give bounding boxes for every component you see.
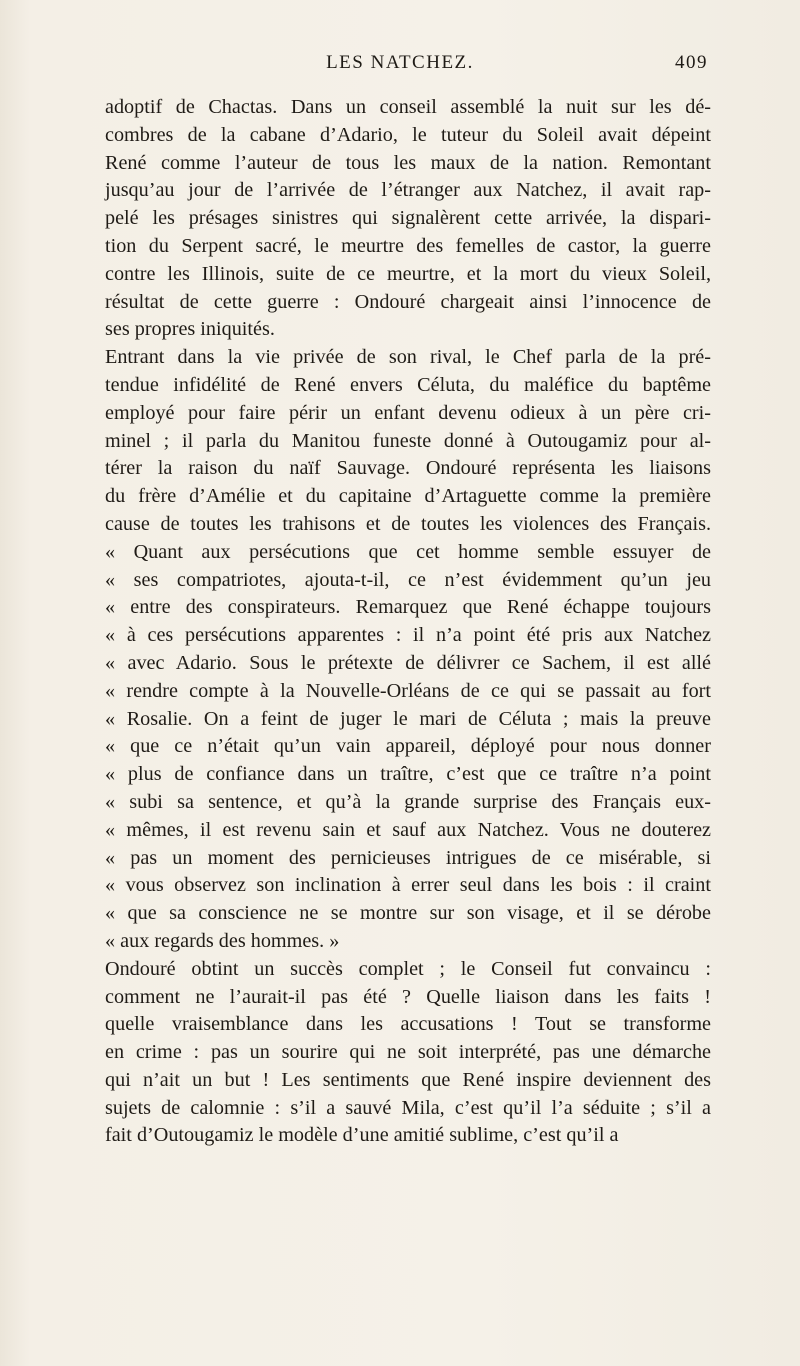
text-line: « que sa conscience ne se montre sur son visage, et il se dérobe (105, 902, 711, 925)
text-line: employé pour faire périr un enfant devenu odieux à un père cri- (105, 401, 711, 424)
text-line: René comme l’auteur de tous les maux de la nation. Remontant (105, 151, 711, 174)
text-line: « entre des conspirateurs. Remarquez que René échappe toujours (105, 596, 711, 619)
text-line: « rendre compte à la Nouvelle-Orléans de ce qui se passait au fort (105, 679, 711, 702)
text-line: « ses compatriotes, ajouta-t-il, ce n’est évidemment qu’un jeu (105, 568, 711, 591)
body-text (105, 94, 711, 1150)
text-line: contre les Illinois, suite de ce meurtre, et la mort du vieux Soleil, (105, 262, 711, 285)
text-line: du frère d’Amélie et du capitaine d’Artaguette comme la première (105, 485, 711, 508)
text-line: minel ; il parla du Manitou funeste donné à Outougamiz pour al- (105, 429, 711, 452)
text-line: Ondouré obtint un succès complet ; le Conseil fut convaincu : (105, 957, 711, 980)
paragraph-1 (105, 94, 711, 344)
text-line: tion du Serpent sacré, le meurtre des femelles de castor, la guerre (105, 234, 711, 257)
text-line: « mêmes, il est revenu sain et sauf aux Natchez. Vous ne douterez (105, 818, 711, 841)
text-line: tendue infidélité de René envers Céluta, du maléfice du baptême (105, 373, 711, 396)
text-line: « avec Adario. Sous le prétexte de délivrer ce Sachem, il est allé (105, 651, 711, 674)
text-line: « aux regards des hommes. » (105, 929, 340, 952)
page-number: 409 (675, 52, 708, 73)
paragraph-2 (105, 344, 711, 956)
text-line: « plus de confiance dans un traître, c’est que ce traître n’a point (105, 763, 711, 786)
text-line: qui n’ait un but ! Les sentiments que René inspire deviennent des (105, 1068, 711, 1091)
text-line: cause de toutes les trahisons et de toutes les violences des Français. (105, 512, 711, 535)
text-line: comment ne l’aurait-il pas été ? Quelle liaison dans les faits ! (105, 985, 711, 1008)
text-line: « que ce n’était qu’un vain appareil, déployé pour nous donner (105, 735, 711, 758)
text-line: « Rosalie. On a feint de juger le mari de Céluta ; mais la preuve (105, 707, 711, 730)
text-line: « à ces persécutions apparentes : il n’a point été pris aux Natchez (105, 624, 711, 647)
text-line: adoptif de Chactas. Dans un conseil assemblé la nuit sur les dé- (105, 96, 711, 118)
text-line: pelé les présages sinistres qui signalèrent cette arrivée, la dispari- (105, 207, 711, 230)
page-header (0, 52, 800, 82)
text-line: sujets de calomnie : s’il a sauvé Mila, c’est qu’il l’a séduite ; s’il a (105, 1096, 711, 1119)
text-line: « vous observez son inclination à errer seul dans les bois : il craint (105, 874, 711, 897)
text-line: combres de la cabane d’Adario, le tuteur du Soleil avait dépeint (105, 123, 711, 146)
text-line: « Quant aux persécutions que cet homme semble essuyer de (105, 540, 711, 563)
running-title: LES NATCHEZ. (326, 52, 474, 73)
text-line: fait d’Outougamiz le modèle d’une amitié sublime, c’est qu’il a (105, 1124, 619, 1147)
paragraph-3 (105, 956, 711, 1151)
text-line: quelle vraisemblance dans les accusations ! Tout se transforme (105, 1013, 711, 1036)
text-line: jusqu’au jour de l’arrivée de l’étranger aux Natchez, il avait rap- (105, 179, 711, 202)
text-line: « pas un moment des pernicieuses intrigues de ce misérable, si (105, 846, 711, 869)
text-line: résultat de cette guerre : Ondouré chargeait ainsi l’innocence de (105, 290, 711, 313)
text-line: Entrant dans la vie privée de son rival, le Chef parla de la pré- (105, 346, 711, 369)
text-line: « subi sa sentence, et qu’à la grande surprise des Français eux- (105, 790, 711, 813)
text-line: térer la raison du naïf Sauvage. Ondouré représenta les liaisons (105, 457, 711, 480)
text-line: ses propres iniquités. (105, 318, 275, 341)
text-line: en crime : pas un sourire qui ne soit interprété, pas une démarche (105, 1041, 711, 1064)
